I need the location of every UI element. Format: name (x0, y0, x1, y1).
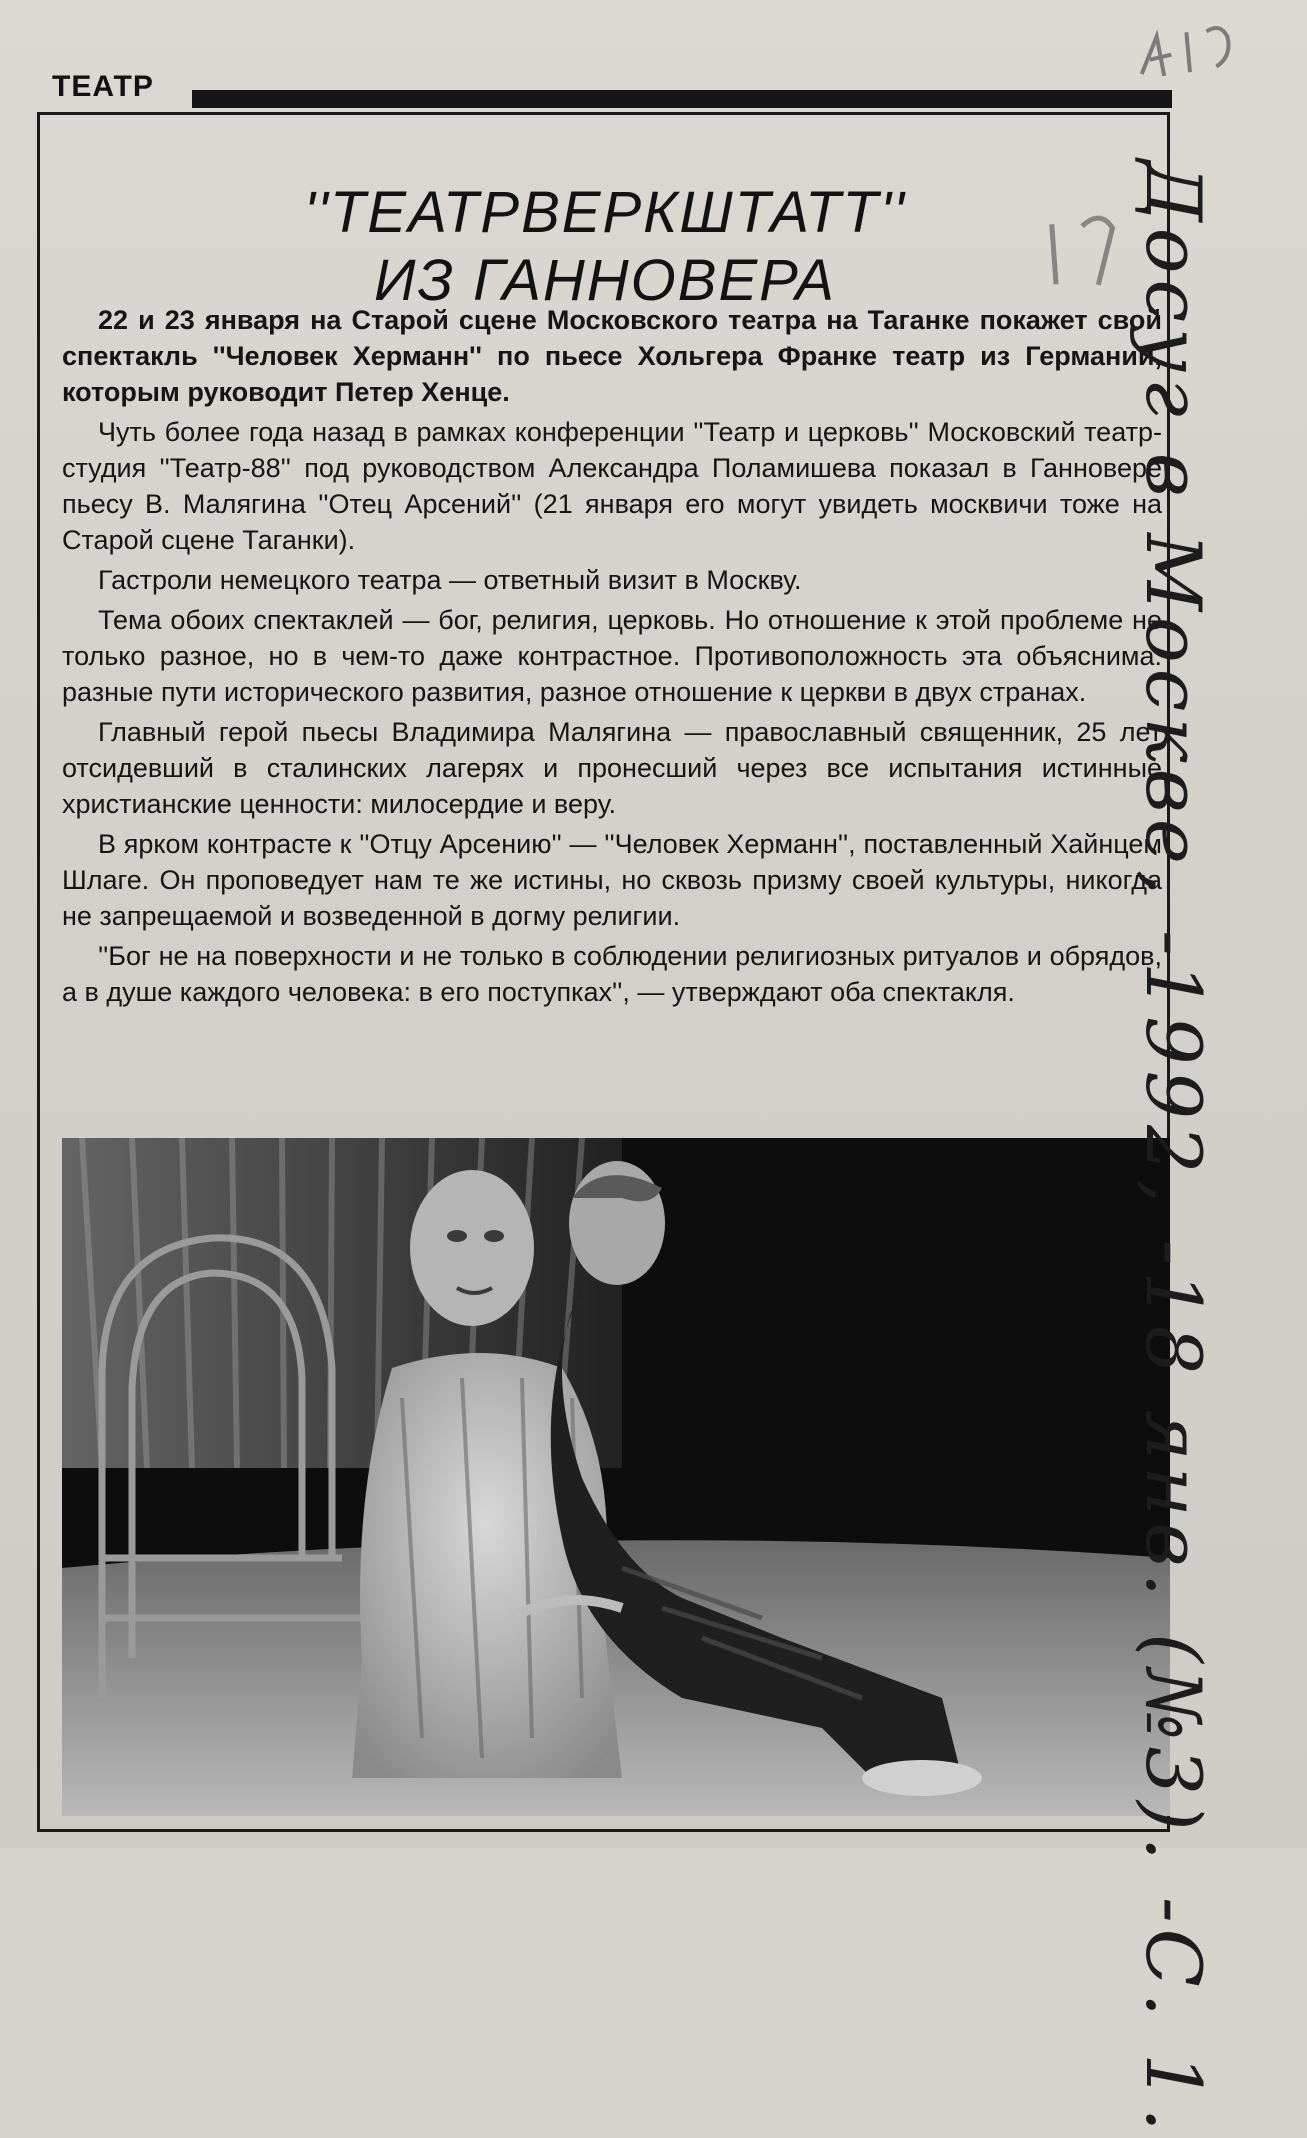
handwritten-citation (1129, 160, 1288, 2138)
article-paragraph: Гастроли немецкого театра — ответный визит в Москву. (98, 565, 802, 595)
article-body (62, 302, 1162, 1010)
headline-line-2: ИЗ ГАННОВЕРА (373, 247, 836, 313)
stage-photo-drawing (62, 1138, 1170, 1816)
article-paragraph: Тема обоих спектаклей — бог, религия, церковь. Но отношение к этой проблеме не только разное, но в чем-то даже контрастное. Противоположность эта объяснима: разные пути исторического развития, разное отношение к церкви в двух странах. (62, 605, 1162, 707)
article-headline (60, 179, 1150, 315)
article-lead: 22 и 23 января на Старой сцене Московского театра на Таганке покажет свой спектакль ''Человек Херманн'' по пьесе Хольгера Франке театр из Германии, которым руководит Петер Хенце. (62, 305, 1162, 407)
section-rubric: ТЕАТР (52, 70, 154, 103)
article-paragraph: Чуть более года назад в рамках конференции ''Театр и церковь'' Московский театр-студия ''Театр-88'' под руководством Александра Поламишева показал в Ганновере пьесу В. Малягина ''Отец Арсений'' (21 января его могут увидеть москвичи тоже на Старой сцене Таганки). (62, 417, 1162, 555)
headline-line-1: ''ТЕАТРВЕРКШТАТТ'' (303, 179, 907, 245)
stage-photo (62, 1138, 1170, 1816)
handwritten-citation-text: Досуг в Москве, -1992, -18 янв. (№3). -С. 1. (1129, 160, 1218, 2138)
shoe (862, 1760, 982, 1796)
rubric-bar (192, 90, 1172, 108)
article-paragraph: Главный герой пьесы Владимира Малягина — православный священник, 25 лет отсидевший в сталинских лагерях и пронесший через все испытания истинные христианские ценности: милосердие и веру. (62, 717, 1162, 819)
article-paragraph: В ярком контрасте к ''Отцу Арсению'' — ''Человек Херманн'', поставленный Хайнцем Шлаге. Он проповедует нам те же истины, но сквозь призму своей культуры, никогда не запрещаемой и возведенной в догму религии. (62, 829, 1162, 931)
article-paragraph: ''Бог не на поверхности и не только в соблюдении религиозных ритуалов и обрядов, а в душе каждого человека: в его поступках'', — утверждают оба спектакля. (62, 941, 1162, 1007)
